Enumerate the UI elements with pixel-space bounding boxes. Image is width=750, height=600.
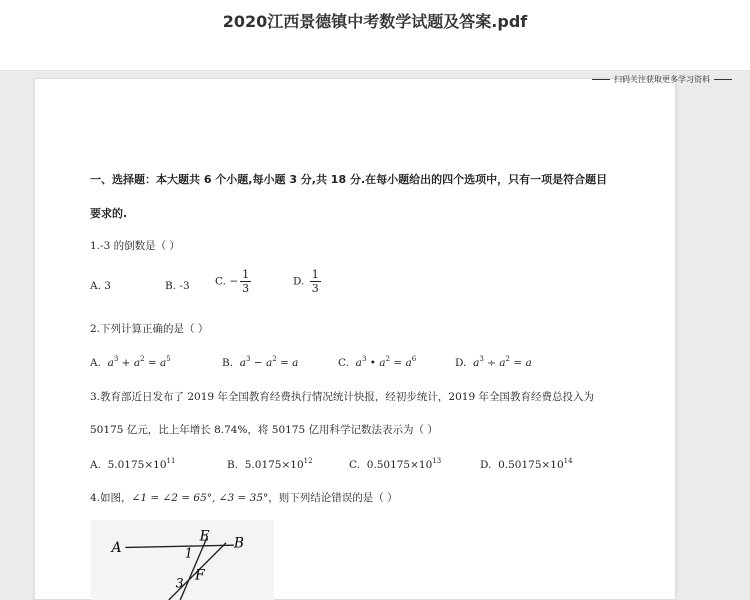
q2-option-c-label: C. [338, 357, 349, 369]
q2-stem: 2.下列计算正确的是（ ） [90, 323, 209, 335]
section-heading-line2: 要求的. [90, 207, 128, 220]
q3-option-d-label: D. [480, 459, 492, 471]
q3-option-a-exp: 11 [166, 457, 176, 465]
q1-option-d-label: D. [293, 275, 305, 288]
q1-stem: 1.-3 的倒数是（ ） [90, 240, 180, 252]
q3-option-b-value: 5.0175×10 [244, 459, 304, 471]
q3-option-a-value: 5.0175×10 [107, 459, 167, 471]
q3-stem-line1: 3.教育部近日发布了 2019 年全国教育经费执行情况统计快报，经初步统计，2019 年全国教育经费总投入为 [90, 391, 594, 403]
dash-left [592, 79, 610, 80]
q2-option-a-label: A. [90, 357, 101, 369]
header-note [592, 74, 732, 85]
figure-label-a: A [111, 540, 122, 556]
q3-option-d-value: 0.50175×10 [498, 459, 564, 471]
q3-option-d [480, 457, 573, 471]
figure-label-3: 3 [175, 575, 184, 591]
q2-option-b-label: B. [222, 357, 234, 369]
q4-stem-suffix: ，则下列结论错误的是（ ） [268, 492, 398, 504]
dash-right [714, 79, 732, 80]
q1-option-a: A. 3 [90, 280, 111, 292]
q3-stem-line2: 50175 亿元，比上年增长 8.74%，将 50175 亿用科学记数法表示为（ ） [90, 424, 438, 436]
q3-option-b-label: B. [227, 459, 239, 471]
q1-option-b: B. -3 [165, 280, 190, 292]
q1-option-c-label: C. [215, 275, 226, 288]
q4-stem [90, 490, 398, 505]
q1-c-numerator: 1 [242, 268, 250, 281]
q1-option-d-fraction [310, 269, 321, 294]
q4-angle-condition: ∠1 = ∠2 = 65°, ∠3 = 35° [131, 492, 269, 504]
q3-option-c-exp: 13 [432, 457, 442, 465]
figure-label-e: E [199, 528, 210, 545]
q4-stem-prefix: 4.如图， [90, 492, 132, 504]
document-title: 2020江西景德镇中考数学试题及答案.pdf [222, 12, 528, 31]
q3-option-b-exp: 12 [303, 457, 313, 465]
q1-d-numerator: 1 [311, 268, 319, 281]
figure-label-b: B [233, 535, 245, 552]
q2-option-c [338, 355, 416, 369]
header-note-text: 扫码关注获取更多学习资料 [614, 75, 710, 84]
q2-option-a-expr: $a^3 + a^2 = a^5$ [104, 355, 171, 369]
q2-option-b-expr: $a^3 - a^2 = a$ [236, 355, 299, 369]
q1-option-c-sign: − [229, 275, 239, 288]
q1-d-denominator: 3 [311, 282, 319, 295]
q3-option-d-exp: 14 [563, 457, 573, 465]
q1-option-d [293, 269, 321, 294]
q3-option-a [90, 457, 175, 471]
q3-option-c-label: C. [349, 459, 360, 471]
q3-option-c-value: 0.50175×10 [366, 459, 433, 471]
q1-option-c-fraction [240, 269, 251, 294]
q3-option-c [349, 457, 441, 471]
q2-option-d [455, 355, 532, 369]
figure-label-1: 1 [184, 545, 193, 561]
q2-option-c-expr: $a^3$ • $a^2 = a^6$ [352, 355, 417, 369]
q1-option-c [215, 269, 251, 294]
q3-option-b [227, 457, 313, 471]
q2-option-d-label: D. [455, 357, 467, 369]
q2-option-b [222, 355, 298, 369]
q3-option-a-label: A. [90, 459, 101, 471]
q4-geometry-figure [90, 520, 275, 600]
section-heading-line1: 一、选择题：本大题共 6 个小题,每小题 3 分,共 18 分.在每小题给出的四个选项中，只有一项是符合题目 [90, 173, 608, 186]
title-bar [0, 0, 750, 71]
q1-c-denominator: 3 [242, 282, 250, 295]
q2-option-d-expr: $a^3 \div a^2 = a$ [469, 355, 532, 369]
figure-label-f: F [195, 567, 205, 584]
q2-option-a [90, 355, 171, 369]
